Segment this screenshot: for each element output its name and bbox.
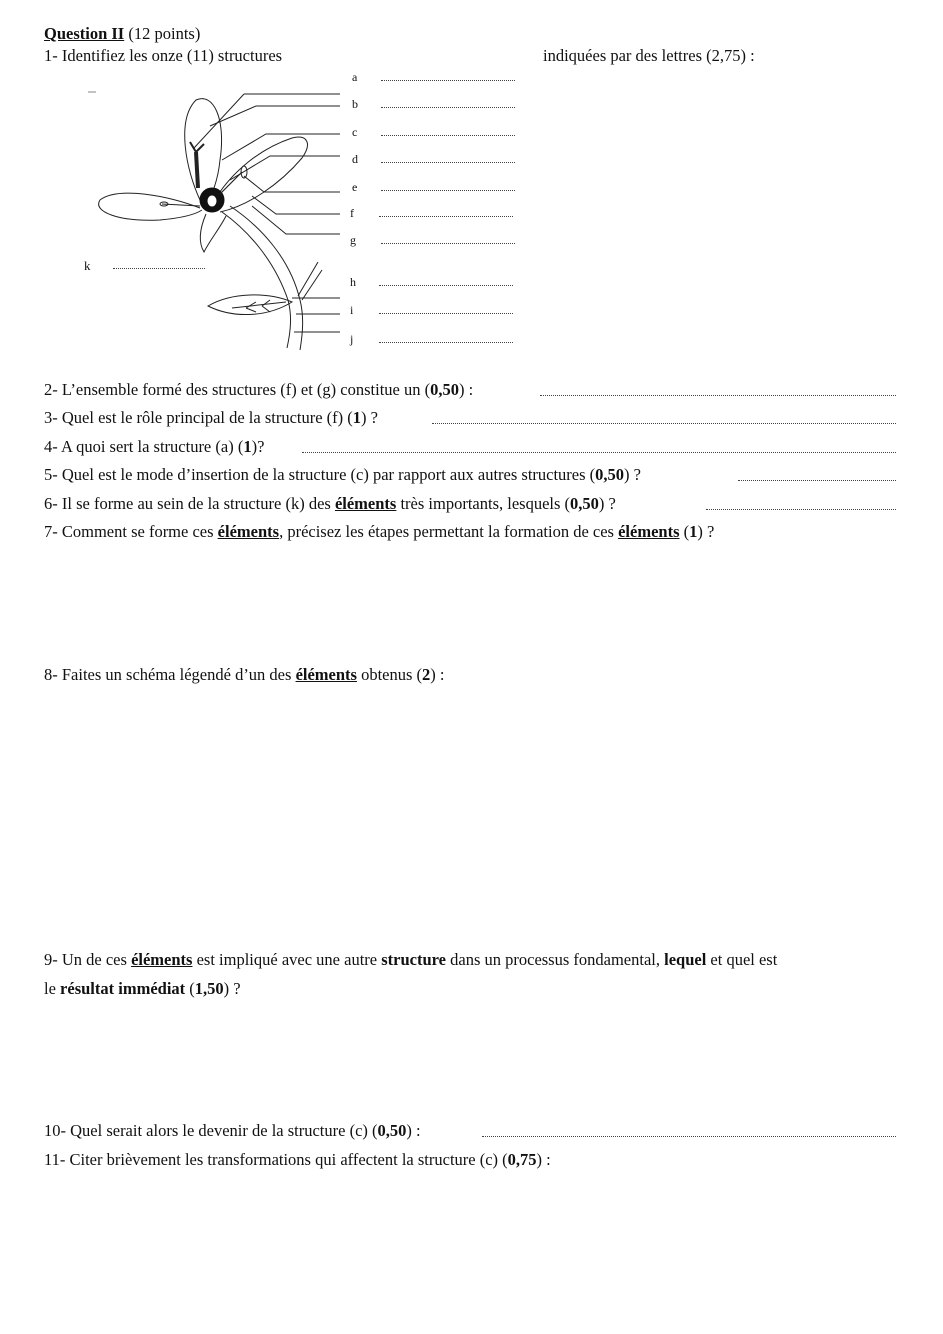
- label-j: j: [350, 332, 354, 346]
- answer-line-b[interactable]: [381, 107, 515, 108]
- q8-answer-area[interactable]: [44, 692, 896, 942]
- q1-text-right: indiquées par des lettres (2,75) :: [543, 46, 755, 65]
- q10-text: 10- Quel serait alors le devenir de la structure (c) (0,50) :: [44, 1121, 421, 1140]
- answer-line-k[interactable]: [113, 268, 205, 269]
- label-h: h: [350, 275, 356, 289]
- label-k: k: [84, 258, 91, 273]
- answer-line-a[interactable]: [381, 80, 515, 81]
- answer-line-j[interactable]: [379, 342, 513, 343]
- q7-answer-area[interactable]: [44, 548, 896, 658]
- label-b: b: [352, 97, 358, 111]
- q3-answer-line[interactable]: [432, 423, 896, 424]
- q5-text: 5- Quel est le mode d’insertion de la structure (c) par rapport aux autres structures (0,50) ?: [44, 465, 641, 484]
- label-a: a: [352, 70, 358, 84]
- answer-line-c[interactable]: [381, 135, 515, 136]
- label-e: e: [352, 180, 358, 194]
- q1-text-left: 1- Identifiez les onze (11) structures: [44, 46, 283, 65]
- answer-line-h[interactable]: [379, 285, 513, 286]
- q6-text: 6- Il se forme au sein de la structure (k) des éléments très importants, lesquels (0,50) ?: [44, 494, 616, 513]
- q6-answer-line[interactable]: [706, 509, 896, 510]
- q11-text: 11- Citer brièvement les transformations qui affectent la structure (c) (0,75) :: [44, 1150, 551, 1169]
- label-d: d: [352, 152, 358, 166]
- label-g: g: [350, 233, 356, 247]
- q9-answer-area[interactable]: [44, 1006, 896, 1116]
- q5-answer-line[interactable]: [738, 480, 896, 481]
- q3-text: 3- Quel est le rôle principal de la structure (f) (1) ?: [44, 408, 378, 427]
- answer-line-f[interactable]: [379, 216, 513, 217]
- q11-answer-area[interactable]: [44, 1178, 896, 1318]
- q2-answer-line[interactable]: [540, 395, 896, 396]
- label-f: f: [350, 206, 354, 220]
- label-i: i: [350, 303, 354, 317]
- question-points: (12 points): [128, 24, 201, 43]
- question-title: Question II: [44, 24, 125, 43]
- q8-text: 8- Faites un schéma légendé d’un des éléments obtenus (2) :: [44, 665, 445, 684]
- q10-answer-line[interactable]: [482, 1136, 896, 1137]
- label-c: c: [352, 125, 358, 139]
- q4-answer-line[interactable]: [302, 452, 896, 453]
- q2-text: 2- L’ensemble formé des structures (f) et (g) constitue un (0,50) :: [44, 380, 474, 399]
- q9-text-line2: le résultat immédiat (1,50) ?: [44, 979, 241, 998]
- q9-text-line1: 9- Un de ces éléments est impliqué avec une autre structure dans un processus fondamental, lequel et quel est: [44, 950, 778, 969]
- q4-text: 4- A quoi sert la structure (a) (1)?: [44, 437, 265, 456]
- answer-line-i[interactable]: [379, 313, 513, 314]
- flower-diagram: [0, 0, 943, 370]
- answer-line-d[interactable]: [381, 162, 515, 163]
- answer-line-g[interactable]: [381, 243, 515, 244]
- q7-text: 7- Comment se forme ces éléments, précisez les étapes permettant la formation de ces éléments (1) ?: [44, 522, 715, 541]
- answer-line-e[interactable]: [381, 190, 515, 191]
